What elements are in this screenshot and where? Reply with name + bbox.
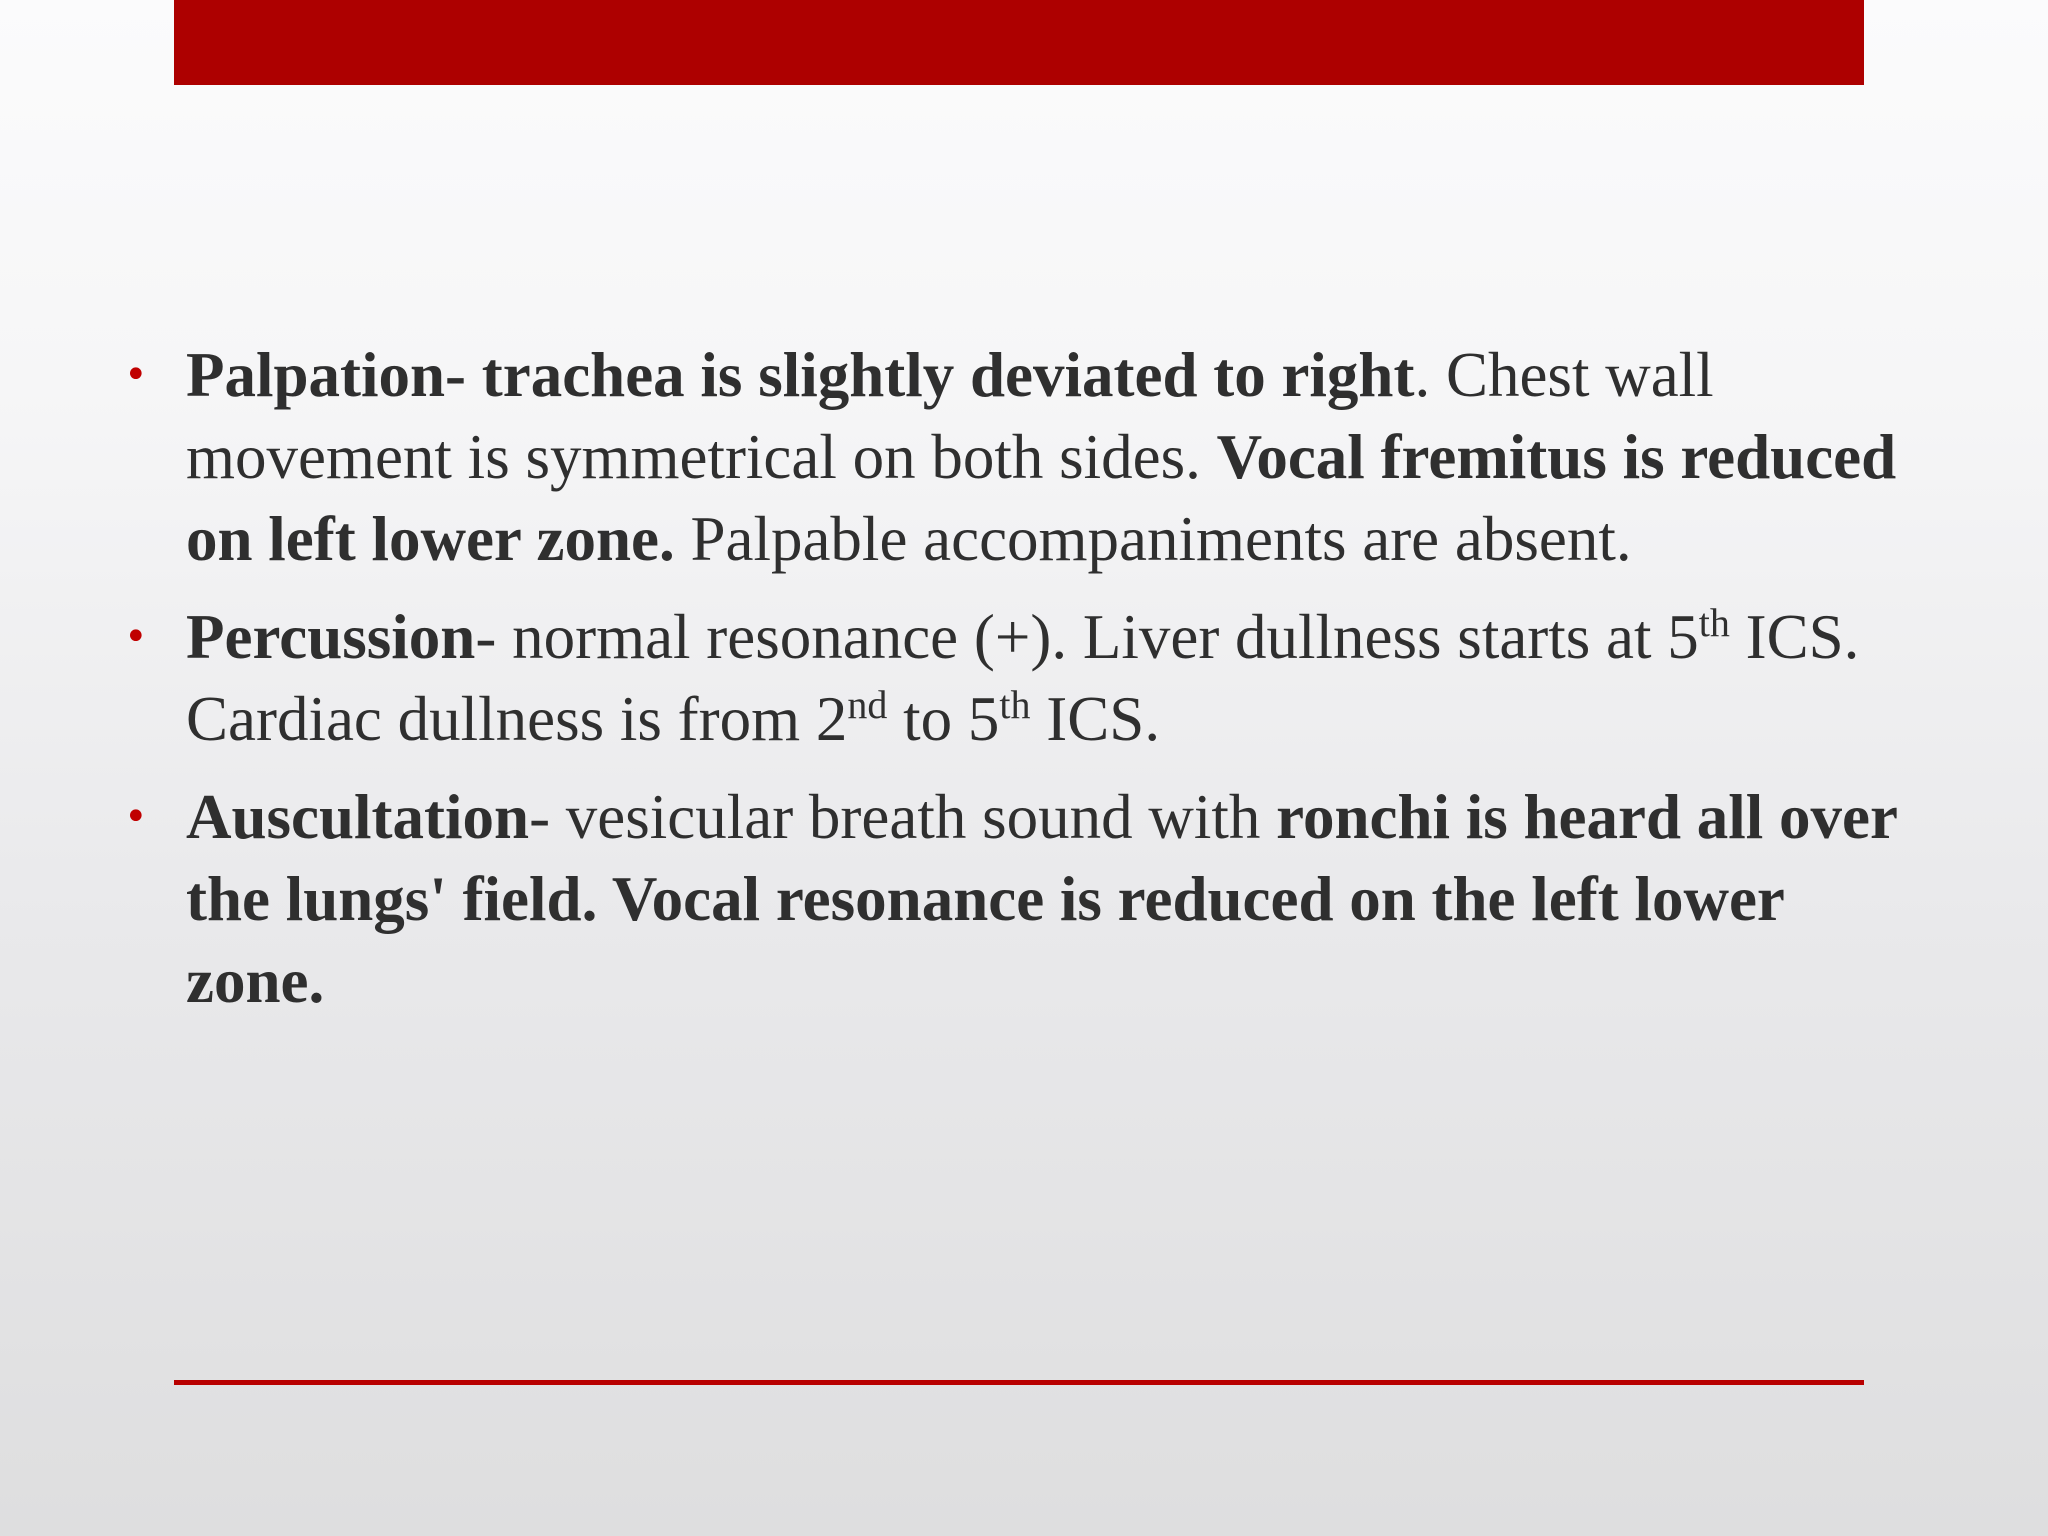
palpation-text-1: . Chest wall movement is symmetrical on both sides. — [186, 340, 1714, 492]
bullet-palpation — [120, 334, 1920, 580]
top-accent-bar — [174, 0, 1864, 85]
percussion-sup-3: th — [999, 682, 1031, 727]
percussion-text-3: to 5 — [887, 684, 1000, 754]
palpation-heading: Palpation- trachea is slightly deviated to right — [186, 340, 1415, 410]
bottom-divider — [174, 1380, 1864, 1385]
percussion-sup-1: th — [1698, 600, 1730, 645]
bullet-list — [120, 334, 1920, 1022]
percussion-text-2: ICS. Cardiac dullness is from 2 — [186, 602, 1860, 754]
auscultation-emphasis: ronchi is heard all over the lungs' field. Vocal resonance is reduced on the left lower zone. — [186, 782, 1897, 1016]
bullet-percussion — [120, 596, 1920, 760]
auscultation-heading: Auscultation — [186, 782, 530, 852]
palpation-text-2: Palpable accompaniments are absent. — [674, 504, 1632, 574]
bullet-dot-icon: • — [124, 614, 148, 660]
percussion-text-1: - normal resonance (+). Liver dullness starts at 5 — [475, 602, 1699, 672]
percussion-heading: Percussion — [186, 602, 476, 672]
slide-body — [120, 334, 1920, 1038]
percussion-sup-2: nd — [847, 682, 888, 727]
bullet-dot-icon: • — [124, 794, 148, 840]
auscultation-text-1: - vesicular breath sound with — [529, 782, 1277, 852]
bullet-auscultation — [120, 776, 1920, 1022]
bullet-dot-icon: • — [124, 352, 148, 398]
palpation-emphasis: Vocal fremitus is reduced on left lower zone. — [186, 422, 1897, 574]
percussion-text-4: ICS. — [1030, 684, 1161, 754]
